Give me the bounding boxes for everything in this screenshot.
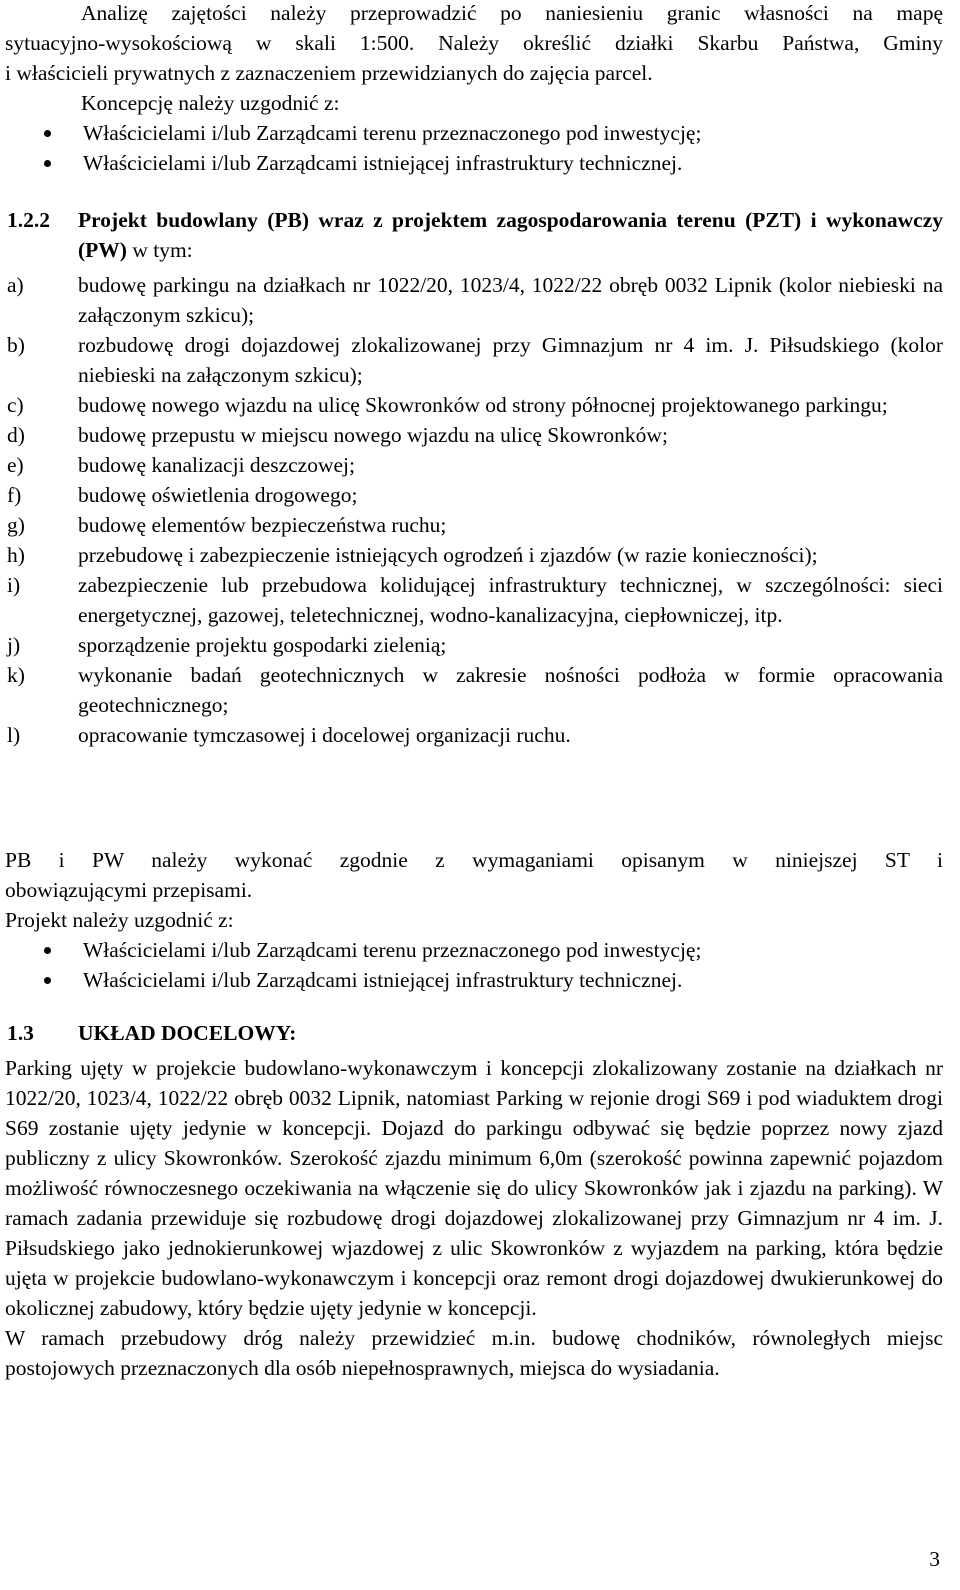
pb-pw-line: obowiązującymi przepisami. — [5, 878, 253, 902]
pb-pw-line: PB i PW należy wykonać zgodnie z wymaganiami opisanym w niniejszej ST i — [5, 848, 943, 872]
paragraph: W ramach przebudowy dróg należy przewidzieć m.in. budowę chodników, równoległych miejsc postojowych przeznaczonych dla osób niepełnosprawnych, miejsca do wysiadania. — [5, 1326, 943, 1380]
list-item: k) wykonanie badań geotechnicznych w zakresie nośności podłoża w formie opracowania geotechnicznego; — [7, 663, 943, 717]
bullet-item: Właścicielami i/lub Zarządcami terenu przeznaczonego pod inwestycję; — [5, 935, 943, 965]
pb-pw-paragraph — [5, 845, 943, 995]
list-item: c) budowę nowego wjazdu na ulicę Skowronków od strony północnej projektowanego parkingu; — [7, 393, 888, 417]
intro-line: i właścicieli prywatnych z zaznaczeniem przewidzianych do zajęcia parcel. — [5, 61, 653, 85]
bullet-icon — [44, 977, 51, 984]
section-1-3-body — [5, 1053, 943, 1383]
list-item: f) budowę oświetlenia drogowego; — [7, 483, 358, 507]
bullet-item: Właścicielami i/lub Zarządcami istniejącej infrastruktury technicznej. — [5, 148, 943, 178]
section-number: 1.2.2 — [7, 208, 50, 232]
bullet-icon — [44, 160, 51, 167]
page-number: 3 — [929, 1547, 940, 1571]
list-item: g) budowę elementów bezpieczeństwa ruchu; — [7, 513, 447, 537]
list-item: i) zabezpieczenie lub przebudowa kolidującej infrastruktury technicznej, w szczególności: sieci energetycznej, gazowej, teletechnicznej, wodno-kanalizacyjna, ciepłowniczej, itp. — [7, 573, 943, 627]
section-heading — [5, 1018, 943, 1048]
intro-agree-label: Koncepcję należy uzgodnić z: — [81, 91, 340, 115]
list-item: l) opracowanie tymczasowej i docelowej organizacji ruchu. — [7, 723, 571, 747]
paragraph: Parking ujęty w projekcie budowlano-wykonawczym i koncepcji zlokalizowany zostanie na działkach nr 1022/20, 1023/4, 1022/22 obręb 0032 Lipnik, natomiast Parking w rejonie drogi S69 i pod wiaduktem drogi S69 zostanie ujęty jedynie w koncepcji. Dojazd do parkingu odbywać się będzie poprzez nowy zjazd publiczny z ulicy Skowronków. Szerokość zjazdu minimum 6,0m (szerokość powinna zapewnić pojazdom możliwość równoczesnego oczekiwania na włączenie się do ulicy Skowronków jak i zjazdu na parking). W ramach zadania przewiduje się rozbudowę drogi dojazdowej zlokalizowanej przy Gimnazjum nr 4 im. J. Piłsudskiego jako jednokierunkowej wjazdowej z ulic Skowronków z wyjazdem na parking, która będzie ujęta w projekcie budowlano-wykonawczym i koncepcji oraz remont drogi dojazdowej dwukierunkowej do okolicznej zabudowy, który będzie ujęty jedynie w koncepcji. — [5, 1056, 943, 1320]
list-item: d) budowę przepustu w miejscu nowego wjazdu na ulicę Skowronków; — [7, 423, 668, 447]
list-item: e) budowę kanalizacji deszczowej; — [7, 453, 355, 477]
list-item: h) przebudowę i zabezpieczenie istniejących ogrodzeń i zjazdów (w razie konieczności); — [7, 543, 818, 567]
bullet-icon — [44, 130, 51, 137]
project-agree-label: Projekt należy uzgodnić z: — [5, 908, 234, 932]
section-1-3 — [5, 1018, 943, 1048]
bullet-item: Właścicielami i/lub Zarządcami istniejącej infrastruktury technicznej. — [5, 965, 943, 995]
bullet-icon — [44, 947, 51, 954]
intro-line: sytuacyjno-wysokościową w skali 1:500. Należy określić działki Skarbu Państwa, Gminy — [5, 31, 943, 55]
list-item: b) rozbudowę drogi dojazdowej zlokalizowanej przy Gimnazjum nr 4 im. J. Piłsudskiego (kolor niebieski na załączonym szkicu); — [7, 333, 943, 387]
section-1-2-2 — [5, 205, 943, 265]
bullet-item: Właścicielami i/lub Zarządcami terenu przeznaczonego pod inwestycję; — [5, 118, 943, 148]
scope-list — [5, 270, 943, 750]
section-heading: 1.2.2 Projekt budowlany (PB) wraz z projektem zagospodarowania terenu (PZT) i wykonawczy (PW) w tym: — [5, 205, 943, 265]
list-item: a) budowę parkingu na działkach nr 1022/20, 1023/4, 1022/22 obręb 0032 Lipnik (kolor niebieski na załączonym szkicu); — [7, 273, 943, 327]
section-number: 1.3 — [7, 1021, 34, 1045]
intro-line: Analizę zajętości należy przeprowadzić po naniesieniu granic własności na mapę — [81, 1, 943, 25]
section-title: UKŁAD DOCELOWY: — [78, 1021, 297, 1045]
list-item: j) sporządzenie projektu gospodarki zielenią; — [7, 633, 447, 657]
intro-paragraph — [5, 0, 943, 178]
